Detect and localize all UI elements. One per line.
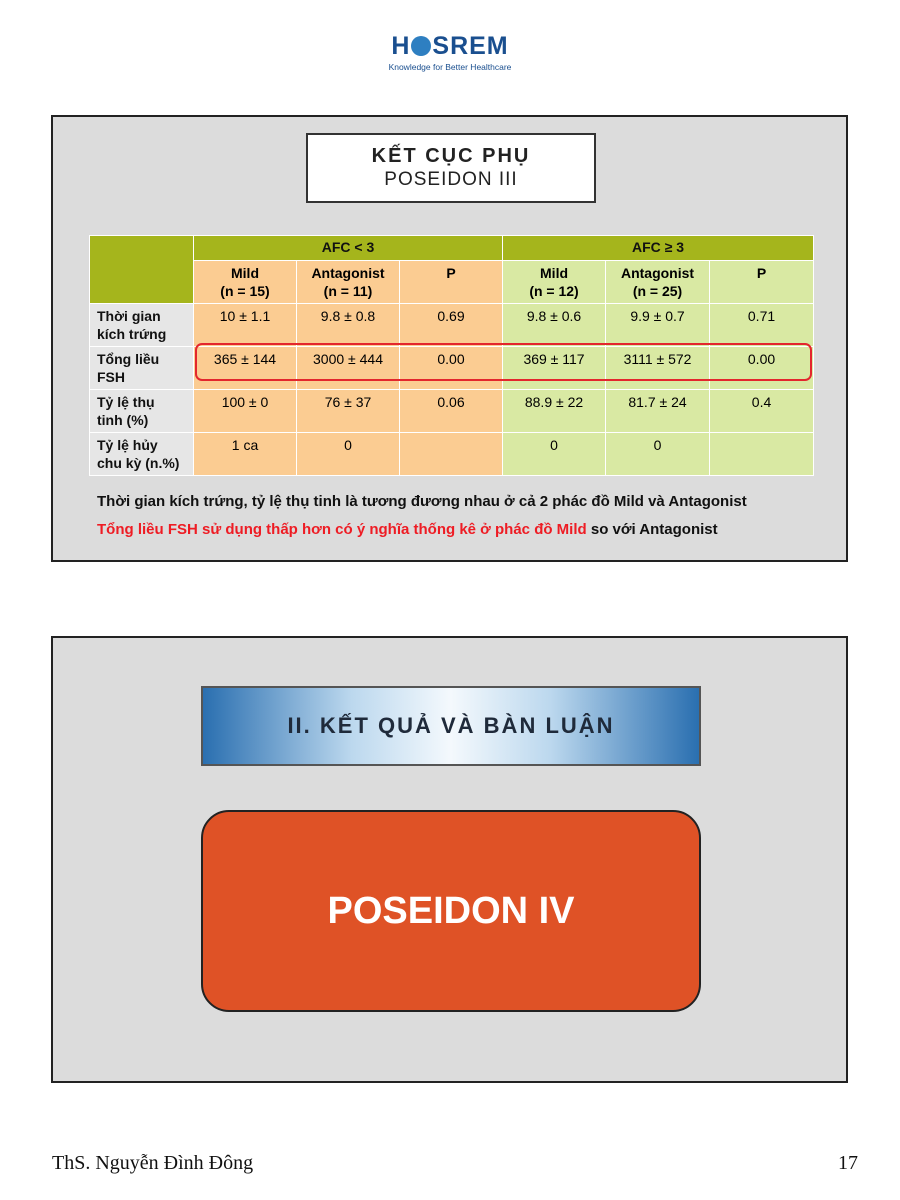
table-row (90, 433, 814, 476)
column-header-row (90, 261, 814, 304)
group-header-afc-lt3: AFC < 3 (194, 236, 503, 261)
poseidon-iv-label: POSEIDON IV (327, 889, 575, 932)
table-cell: 369 ± 117 (503, 347, 606, 390)
table-cell: 3111 ± 572 (606, 347, 710, 390)
table-cell: 0.06 (400, 390, 503, 433)
footer-author: ThS. Nguyễn Đình Đông (52, 1152, 254, 1174)
hosrem-logo (360, 32, 540, 72)
fsh-row-highlight (195, 343, 812, 381)
column-header: Mild (n = 12) (503, 261, 606, 304)
table-cell: 0.69 (400, 304, 503, 347)
globe-icon (411, 36, 431, 56)
table-cell: 88.9 ± 22 (503, 390, 606, 433)
section-title-box (201, 686, 701, 766)
column-header: Antagonist (n = 11) (297, 261, 400, 304)
row-label: Tổng liều FSH (90, 347, 194, 390)
table-cell: 76 ± 37 (297, 390, 400, 433)
poseidon-iv-box (201, 810, 701, 1012)
slide-title: KẾT CỤC PHỤ (371, 145, 531, 167)
table-cell: 3000 ± 444 (297, 347, 400, 390)
table-cell: 365 ± 144 (194, 347, 297, 390)
slide-poseidon-iii (51, 115, 848, 562)
table-cell: 1 ca (194, 433, 297, 476)
table-cell: 0.00 (710, 347, 814, 390)
column-header: P (400, 261, 503, 304)
table-cell: 10 ± 1.1 (194, 304, 297, 347)
table-row (90, 390, 814, 433)
row-label: Tỷ lệ hủy chu kỳ (n.%) (90, 433, 194, 476)
slide-title-box (306, 133, 596, 203)
row-label: Thời gian kích trứng (90, 304, 194, 347)
table-cell: 9.9 ± 0.7 (606, 304, 710, 347)
table-cell (400, 433, 503, 476)
table-cell (710, 433, 814, 476)
table-cell: 0.00 (400, 347, 503, 390)
table-cell: 0.71 (710, 304, 814, 347)
table-cell: 0.4 (710, 390, 814, 433)
conclusion-note: Thời gian kích trứng, tỷ lệ thụ tinh là tương đương nhau ở cả 2 phác đồ Mild và Antagonist (97, 493, 747, 510)
group-header-afc-ge3: AFC ≥ 3 (503, 236, 814, 261)
highlight-text: Tổng liều FSH sử dụng thấp hơn có ý nghĩa thống kê ở phác đồ Mild (97, 521, 587, 538)
table-cell: 9.8 ± 0.6 (503, 304, 606, 347)
table-row (90, 304, 814, 347)
table-cell: 81.7 ± 24 (606, 390, 710, 433)
table-cell: 0 (503, 433, 606, 476)
table-cell: 100 ± 0 (194, 390, 297, 433)
slide-section-results (51, 636, 848, 1083)
section-title: II. KẾT QUẢ VÀ BÀN LUẬN (287, 713, 615, 738)
table-cell: 0 (297, 433, 400, 476)
group-header-row (90, 236, 814, 261)
corner-cell (90, 236, 194, 304)
page-number: 17 (838, 1152, 858, 1174)
column-header: Antagonist (n = 25) (606, 261, 710, 304)
logo-name: H SREM (391, 32, 509, 60)
table-cell: 0 (606, 433, 710, 476)
table-cell: 9.8 ± 0.8 (297, 304, 400, 347)
conclusion-note-highlight: Tổng liều FSH sử dụng thấp hơn có ý nghĩa thống kê ở phác đồ Mild so với Antagonist (97, 521, 718, 538)
row-label: Tỷ lệ thụ tinh (%) (90, 390, 194, 433)
logo-tagline: Knowledge for Better Healthcare (388, 62, 512, 72)
column-header: Mild (n = 15) (194, 261, 297, 304)
column-header: P (710, 261, 814, 304)
slide-subtitle: POSEIDON III (384, 169, 518, 190)
